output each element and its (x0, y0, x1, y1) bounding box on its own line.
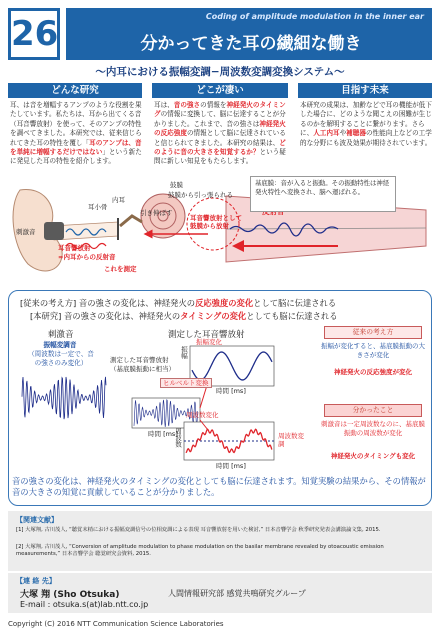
conventional-view-line (20, 297, 336, 309)
freq-change-label: 周波数変化 (186, 411, 219, 419)
emphasis-text: 神経発火のタイミング (154, 101, 286, 119)
freq-mod-label: 周波数変調 (278, 432, 304, 448)
conventional-view-suffix: として脳に伝達される (253, 298, 337, 308)
body-text: の情報を (200, 101, 227, 109)
y-label-frequency: 周波数 (174, 428, 182, 448)
conventional-view-box: 従来の考え方 (324, 326, 422, 339)
page-title: 分かってきた耳の繊細な働き (140, 34, 362, 54)
copyright: Copyright (C) 2016 NTT Communication Science Laboratories (8, 620, 224, 628)
this-study-line (30, 310, 338, 322)
hilbert-label: ヒルベルト変換 (160, 378, 212, 388)
label-inner-ear: 内耳 (112, 196, 125, 204)
probe-icon (44, 222, 64, 240)
finding-box: 分かったこと (324, 404, 422, 417)
contact-heading: 【連 絡 先】 (16, 577, 56, 585)
emphasis-text: 神経発火の反応強度 (154, 119, 286, 138)
label-ossicle: 耳小骨 (88, 203, 108, 211)
emphasis-text: 人工内耳 (313, 129, 340, 138)
author-lab: 人間情報研究部 感覚共鳴研究グループ (168, 589, 306, 598)
y-label-amplitude: 振幅 (180, 346, 188, 359)
body-text: という疑問に新しい知見をもたらします。 (154, 148, 286, 166)
measured-emission-label: 測定した耳音響放射 (110, 356, 169, 364)
this-study-suffix: としても脳に伝達される (246, 311, 338, 321)
amp-change-label: 振幅変化 (196, 338, 222, 346)
column-text-research (10, 101, 142, 177)
finding-text: 刺激音は一定周波数なのに、基底膜振動の周波数が変化 (321, 420, 425, 437)
column-heading-highlight: どこが凄い (152, 83, 288, 98)
finding-result: 神経発火のタイミングも変化 (330, 452, 416, 460)
body-text: 」という新たに発見した耳の特性を紹介します。 (10, 148, 142, 166)
body-text: 本研究の成果は、加齢などで耳の機能が低下した場合に、どのような聞こえの困難が生じるのかを解明することに繋がります。さらに、 (300, 101, 432, 138)
am-stimulus-wave (22, 377, 106, 419)
body-text: 耳、は音を増幅するアンプのような役割を果たしています。私たちは、耳から出てくる音（耳音響放射）を使って、そのアンプの特性を調べてきました。本研究では、従来信じられてきた耳の特性を覆し「 (10, 101, 142, 147)
column-heading-research: どんな研究 (8, 83, 142, 98)
body-text: 耳は、 (154, 101, 174, 109)
ossicle-shape (120, 216, 142, 226)
stimulus-section-label: 刺激音 (48, 330, 74, 340)
emphasis-text: 補聴器 (346, 129, 366, 138)
label-pulled-from-eardrum: 鼓膜から引っ張られる (168, 191, 233, 199)
conventional-view-prefix: [従来の考え方] 音の強さの変化は、神経発火の (20, 298, 196, 308)
am-stimulus-plot (20, 374, 108, 422)
this-study-prefix: [本研究] 音の強さの変化は、神経発火の (30, 311, 181, 321)
title-bar (66, 8, 432, 60)
label-emission: 耳音響放射 (58, 244, 91, 252)
label-measured: これを測定 (104, 265, 137, 273)
body-text: の情報に変換して、脳に伝達することが分かりました。これまで、音の強さは (154, 110, 286, 128)
body-text: や (339, 129, 347, 138)
references-panel (8, 511, 432, 571)
reference-item: [2] 大塚翔, 古川茂人, “Conversion of amplitude modulation to phase modulation on the basilar membrane revealed by otoacoustic emission measurements,” 日本音響学会 聴覚研究会資料, 2015. (16, 544, 384, 557)
label-emission-sub: =内耳からの反射音 (58, 253, 116, 261)
this-study-emphasis: タイミングの変化 (180, 311, 247, 321)
author-name: 大塚 翔 (Sho Otsuka) (20, 590, 120, 600)
body-text: の性能向上などの工学的な分野にも波及効果が期待されています。 (300, 129, 432, 147)
basilar-membrane-callout: 基底膜：音が入ると振動。その振動特性は神経発火特性へ変換され、脳へ運ばれる。 (250, 176, 396, 212)
x-label-time-bottom: 時間 [ms] (216, 462, 246, 470)
x-label-time-mid: 時間 [ms] (148, 430, 178, 438)
label-emission-out: 耳音響放射として鼓膜から放射 (190, 214, 242, 230)
author-email: E-mail : otsuka.s(at)lab.ntt.co.jp (20, 600, 149, 609)
measured-section-label: 測定した耳音響放射 (168, 330, 245, 340)
emphasis-text: 耳のアンプは、音を単純に増幅するだけではない (10, 138, 142, 157)
title-english: Coding of amplitude modulation in the inner ear (205, 12, 424, 21)
emphasis-text: 音の強さ (173, 101, 201, 109)
conventional-view-result: 神経発火の反応強度が変化 (334, 368, 412, 376)
column-heading-future: 目指す未来 (298, 83, 432, 98)
body-text: の情報として脳に伝達されていると信じられてきました。本研究の結果は、 (154, 129, 286, 147)
conventional-view-emphasis: 反応強度の変化 (195, 298, 254, 308)
emphasis-text: どのように音の大きさを知覚するか？ (154, 138, 286, 157)
x-label-time-top: 時間 [ms] (216, 387, 246, 395)
subtitle: ～内耳における振幅変調−周波数変調変換システム～ (95, 66, 345, 78)
label-stimulus: 刺激音 (16, 228, 36, 236)
label-eardrum: 鼓膜 (170, 181, 183, 189)
conclusion-text: 音の強さの変化は、神経発火のタイミングの変化としても脳に伝達されます。知覚実験の結果から、その情報が音の大きさの知覚に貢献していることが分かりました。 (12, 476, 426, 498)
poster-number: 26 (8, 8, 60, 60)
measured-emission-sub: （基底膜振動に相当） (110, 365, 175, 373)
am-tone-desc: （周波数は一定で、音の強さのみ変化） (28, 350, 94, 367)
label-pulled: 引き伸ばす (140, 209, 173, 217)
conventional-view-text: 振幅が変化すると、基底膜振動の大きさが変化 (321, 342, 425, 359)
column-text-future (300, 101, 432, 171)
references-heading: 【関連文献】 (16, 516, 58, 524)
column-text-highlight (154, 101, 288, 179)
reference-item: [1] 大塚翔, 古川茂人, “聴覚末梢における振幅変調信号の位相変調による表現 耳音響放射を用いた検討,” 日本音響学会 秋季研究発表会講演論文集, 2015. (16, 527, 381, 533)
am-tone-label: 振幅変調音 (43, 341, 77, 349)
